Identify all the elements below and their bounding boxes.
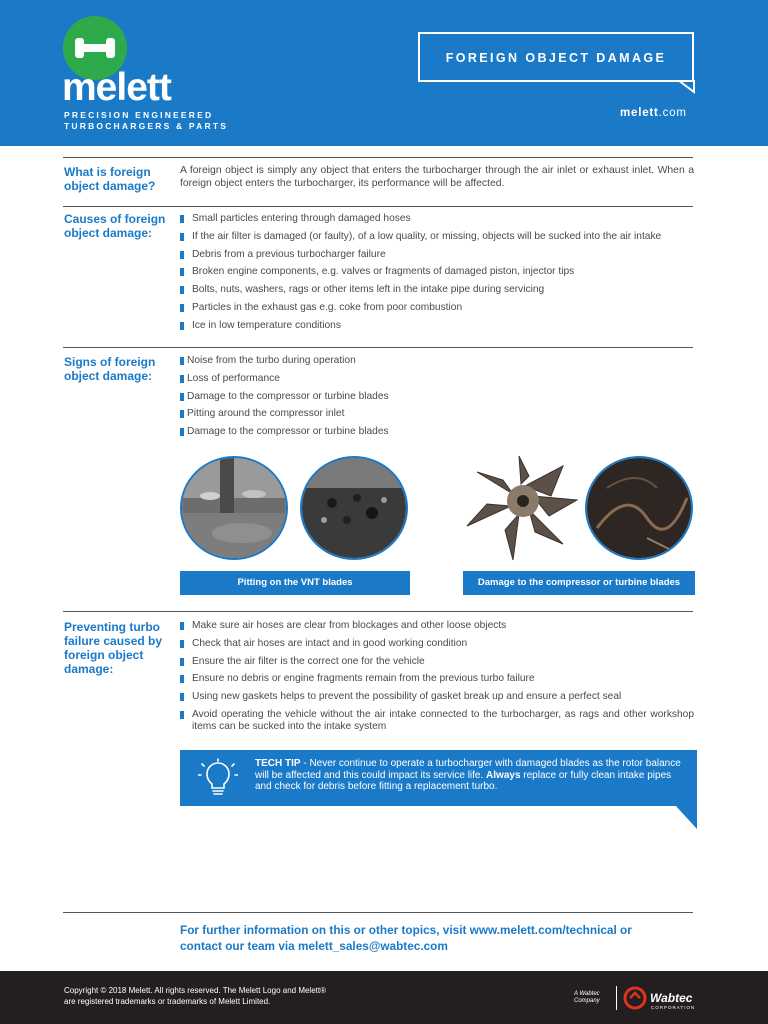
website-link[interactable]: [620, 107, 687, 119]
list-item: [180, 355, 694, 373]
bullet-marker: [180, 304, 184, 312]
bullet-marker: [180, 675, 184, 683]
list-item-text: Bolts, nuts, washers, rags or other items left in the intake pipe during servicing: [192, 284, 545, 296]
list-item-text: Damage to the compressor or turbine blades: [187, 426, 389, 438]
wabtec-corporation: CORPORATION: [651, 1005, 696, 1010]
website-name: melett: [620, 107, 659, 119]
contact-line-1[interactable]: For further information on this or other topics, visit www.melett.com/technical or: [180, 923, 632, 937]
bullet-marker: [180, 322, 184, 330]
list-item: [180, 231, 694, 249]
caption-blade-damage: Damage to the compressor or turbine blades: [463, 571, 695, 595]
caption-pitting: Pitting on the VNT blades: [180, 571, 410, 595]
signs-title: Signs of foreign object damage:: [64, 355, 156, 383]
list-item: [180, 656, 694, 674]
list-item: [180, 691, 694, 709]
bullet-marker: [180, 357, 184, 365]
vnt-blade-photo-1: [180, 456, 288, 560]
compressor-wheel-photo: [463, 456, 581, 566]
section-divider: [63, 912, 693, 913]
wabtec-company-note: [574, 991, 600, 1005]
bullet-marker: [180, 268, 184, 276]
bullet-marker: [180, 428, 184, 436]
what-title: What is foreign object damage?: [64, 165, 156, 193]
copyright-line-1: Copyright © 2018 Melett. All rights reserved. The Melett Logo and Melett®: [64, 986, 326, 995]
list-item-text: Make sure air hoses are clear from blockages and other loose objects: [192, 620, 507, 631]
bullet-marker: [180, 375, 184, 383]
vnt-blade-photo-2: [300, 456, 408, 560]
tagline-line-1: PRECISION ENGINEERED: [64, 110, 214, 120]
bullet-marker: [180, 286, 184, 294]
bullet-marker: [180, 640, 184, 648]
copyright-line-2: are registered trademarks or trademarks of Melett Limited.: [64, 997, 271, 1006]
bullet-marker: [180, 711, 184, 719]
logo-wordmark: melett: [62, 66, 171, 109]
signs-list: [180, 355, 694, 444]
tagline-line-2: TURBOCHARGERS & PARTS: [64, 121, 229, 131]
section-divider: [63, 206, 693, 207]
list-item-text: Avoid operating the vehicle without the air intake connected to the turbocharger, as rags and other workshop items can be sucked into the intake system: [192, 708, 694, 733]
list-item: [180, 391, 694, 409]
list-item-text: Small particles entering through damaged hoses: [192, 213, 411, 224]
bullet-marker: [180, 251, 184, 259]
list-item-text: If the air filter is damaged (or faulty), of a low quality, or missing, objects will be sucked into the air intake: [192, 230, 662, 242]
bullet-marker: [180, 693, 184, 701]
tech-tip-body-2: replace or fully clean intake pipes and check for debris before fitting a replacement turbo.: [255, 769, 672, 792]
bullet-marker: [180, 393, 184, 401]
list-item: [180, 620, 694, 638]
list-item: [180, 408, 694, 426]
list-item-text: Broken engine components, e.g. valves or fragments of damaged piston, injector tips: [192, 266, 575, 278]
wabtec-note-line-1: A Wabtec: [574, 991, 600, 997]
bullet-marker: [180, 410, 184, 418]
bullet-marker: [180, 233, 184, 241]
list-item: [180, 249, 694, 267]
wabtec-wordmark: Wabtec: [650, 991, 693, 1005]
list-item-text: Damage to the compressor or turbine blades: [187, 390, 389, 402]
section-divider: [63, 347, 693, 348]
list-item: [180, 266, 694, 284]
list-item: [180, 426, 694, 444]
footer-divider: [616, 986, 617, 1010]
copyright-text: [64, 985, 326, 1007]
list-item-text: Check that air hoses are intact and in good working condition: [192, 637, 468, 649]
wabtec-note-line-2: Company: [574, 998, 600, 1004]
list-item-text: Pitting around the compressor inlet: [187, 408, 345, 420]
tech-tip-emphasis: Always: [486, 769, 521, 781]
list-item: [180, 673, 694, 691]
list-item-text: Using new gaskets helps to prevent the possibility of gasket break up and ensure a perfect seal: [192, 691, 622, 703]
tip-tail-shape: [675, 805, 697, 829]
section-divider: [63, 611, 693, 612]
bullet-marker: [180, 622, 184, 630]
prevent-title: Preventing turbo failure caused by foreign object damage:: [64, 620, 163, 676]
tech-tip-label: TECH TIP: [255, 758, 301, 769]
causes-list: [180, 213, 694, 338]
list-item-text: Particles in the exhaust gas e.g. coke from poor combustion: [192, 301, 463, 313]
list-item: [180, 213, 694, 231]
what-text: A foreign object is simply any object that enters the turbocharger through the air inlet or exhaust inlet. When a foreign object enters the turbocharger, its performance will be affected.: [180, 165, 694, 189]
tech-tip-text: [255, 758, 685, 793]
list-item: [180, 284, 694, 302]
list-item-text: Ensure no debris or engine fragments remain from the previous turbo failure: [192, 673, 535, 685]
tech-tip-body-1: - Never continue to operate a turbocharger with damaged blades as the rotor balance will be affected and this could impact its service life.: [255, 758, 681, 781]
list-item: [180, 320, 694, 338]
lightbulb-icon: [198, 758, 238, 800]
list-item-text: Noise from the turbo during operation: [187, 355, 356, 366]
contact-line-2[interactable]: contact our team via melett_sales@wabtec.com: [180, 939, 448, 953]
wabtec-logo-icon: [623, 986, 647, 1010]
list-item: [180, 638, 694, 656]
bullet-marker: [180, 658, 184, 666]
page-title-box: [418, 32, 694, 82]
section-divider: [63, 157, 693, 158]
prevent-list: [180, 620, 694, 734]
list-item-text: Loss of performance: [187, 372, 280, 384]
list-item: [180, 709, 694, 734]
turbine-damage-photo: [585, 456, 693, 560]
bullet-marker: [180, 215, 184, 223]
speech-tail-shape: [677, 80, 696, 94]
list-item: [180, 373, 694, 391]
causes-title: Causes of foreign object damage:: [64, 212, 166, 240]
contact-info: [180, 922, 700, 954]
list-item: [180, 302, 694, 320]
list-item-text: Ice in low temperature conditions: [192, 319, 341, 331]
list-item-text: Ensure the air filter is the correct one for the vehicle: [192, 655, 425, 667]
tagline: [64, 110, 228, 132]
website-tld: .com: [658, 107, 687, 119]
page-title: FOREIGN OBJECT DAMAGE: [445, 51, 667, 65]
list-item-text: Debris from a previous turbocharger failure: [192, 248, 386, 260]
dumbbell-icon: [71, 24, 119, 72]
